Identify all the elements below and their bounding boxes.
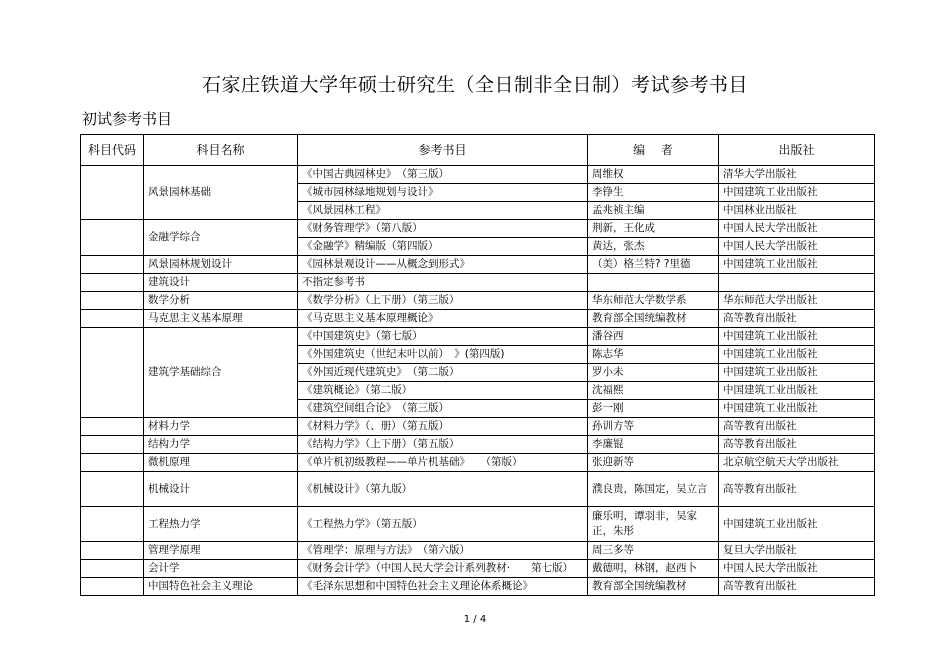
author-cell: 周维权 bbox=[588, 166, 719, 184]
book-title-cell: 《财务管理学》（第八版） bbox=[298, 220, 588, 238]
header-author: 编 者 bbox=[588, 135, 719, 166]
subject-code-cell bbox=[81, 436, 144, 454]
author-cell: 张迎新等 bbox=[588, 454, 719, 472]
author-cell: 李铮生 bbox=[588, 184, 719, 202]
table-row bbox=[81, 166, 875, 184]
subject-name-cell: 中国特色社会主义理论 bbox=[144, 578, 298, 596]
publisher-cell: 高等教育出版社 bbox=[719, 418, 875, 436]
header-subject-code: 科目代码 bbox=[81, 135, 144, 166]
publisher-cell: 复旦大学出版社 bbox=[719, 542, 875, 560]
table-row bbox=[81, 274, 875, 292]
table-row bbox=[81, 436, 875, 454]
subject-name-cell: 数学分析 bbox=[144, 292, 298, 310]
book-title-cell: 《材料力学》（、册）（第五版） bbox=[298, 418, 588, 436]
subject-name-cell: 管理学原理 bbox=[144, 542, 298, 560]
subject-code-cell bbox=[81, 220, 144, 256]
book-title-cell: 《单片机初级教程——单片机基础》 （第版） bbox=[298, 454, 588, 472]
publisher-cell: 中国建筑工业出版社 bbox=[719, 382, 875, 400]
book-title-cell: 《数学分析》（上下册）（第三版） bbox=[298, 292, 588, 310]
subject-code-cell bbox=[81, 166, 144, 220]
author-cell: 罗小未 bbox=[588, 364, 719, 382]
table-header-row bbox=[81, 135, 875, 166]
subject-name-cell: 建筑学基础综合 bbox=[144, 328, 298, 418]
book-title-cell: 《工程热力学》（第五版） bbox=[298, 507, 588, 542]
author-cell: 戴德明，林钢，赵西卜 bbox=[588, 560, 719, 578]
table-row bbox=[81, 454, 875, 472]
publisher-cell: 中国人民大学出版社 bbox=[719, 238, 875, 256]
author-cell: （美）格兰特? ?里德 bbox=[588, 256, 719, 274]
book-title-cell: 《管理学：原理与方法》 （第六版） bbox=[298, 542, 588, 560]
publisher-cell: 清华大学出版社 bbox=[719, 166, 875, 184]
subject-name-cell: 材料力学 bbox=[144, 418, 298, 436]
author-cell: 周三多等 bbox=[588, 542, 719, 560]
book-title-cell: 《毛泽东思想和中国特色社会主义理论体系概论》 bbox=[298, 578, 588, 596]
table-row bbox=[81, 578, 875, 596]
table-row bbox=[81, 507, 875, 542]
subject-code-cell bbox=[81, 454, 144, 472]
publisher-cell: 中国林业出版社 bbox=[719, 202, 875, 220]
book-title-cell: 《风景园林工程》 bbox=[298, 202, 588, 220]
subject-name-cell: 金融学综合 bbox=[144, 220, 298, 256]
subject-code-cell bbox=[81, 256, 144, 274]
book-title-cell: 《马克思主义基本原理概论》 bbox=[298, 310, 588, 328]
publisher-cell bbox=[719, 274, 875, 292]
book-title-cell: 《园林景观设计——从概念到形式》 bbox=[298, 256, 588, 274]
subject-code-cell bbox=[81, 578, 144, 596]
subject-name-cell: 会计学 bbox=[144, 560, 298, 578]
subject-code-cell bbox=[81, 542, 144, 560]
subject-name-cell: 建筑设计 bbox=[144, 274, 298, 292]
author-cell: 教育部全国统编教材 bbox=[588, 578, 719, 596]
table-row bbox=[81, 542, 875, 560]
book-title-cell: 《建筑概论》（第二版） bbox=[298, 382, 588, 400]
table-row bbox=[81, 418, 875, 436]
publisher-cell: 华东师范大学出版社 bbox=[719, 292, 875, 310]
publisher-cell: 中国建筑工业出版社 bbox=[719, 256, 875, 274]
publisher-cell: 中国人民大学出版社 bbox=[719, 220, 875, 238]
page-number: 1 / 4 bbox=[463, 614, 487, 625]
subject-code-cell bbox=[81, 292, 144, 310]
publisher-cell: 中国建筑工业出版社 bbox=[719, 507, 875, 542]
author-cell: 濮良贵，陈国定，吴立言 bbox=[588, 472, 719, 507]
table-body bbox=[81, 166, 875, 596]
publisher-cell: 中国人民大学出版社 bbox=[719, 560, 875, 578]
book-title-cell: 《中国古典园林史》 （第三版） bbox=[298, 166, 588, 184]
subject-code-cell bbox=[81, 310, 144, 328]
subject-name-cell: 工程热力学 bbox=[144, 507, 298, 542]
publisher-cell: 高等教育出版社 bbox=[719, 578, 875, 596]
book-title-cell: 《机械设计》（第九版） bbox=[298, 472, 588, 507]
subject-name-cell: 机械设计 bbox=[144, 472, 298, 507]
author-cell: 李廉锟 bbox=[588, 436, 719, 454]
header-publisher: 出版社 bbox=[719, 135, 875, 166]
publisher-cell: 中国建筑工业出版社 bbox=[719, 364, 875, 382]
publisher-cell: 北京航空航天大学出版社 bbox=[719, 454, 875, 472]
book-title-cell: 不指定参考书 bbox=[298, 274, 588, 292]
book-title-cell: 《外国近现代建筑史》 （第二版） bbox=[298, 364, 588, 382]
subject-code-cell bbox=[81, 472, 144, 507]
book-title-cell: 《金融学》精编版（第四版） bbox=[298, 238, 588, 256]
author-cell: 陈志华 bbox=[588, 346, 719, 364]
book-title-cell: 《结构力学》（上下册）（第五版） bbox=[298, 436, 588, 454]
table-row bbox=[81, 220, 875, 238]
book-title-cell: 《城市园林绿地规划与设计》 bbox=[298, 184, 588, 202]
publisher-cell: 中国建筑工业出版社 bbox=[719, 346, 875, 364]
author-cell: 荆新，王化成 bbox=[588, 220, 719, 238]
subject-name-cell: 马克思主义基本原理 bbox=[144, 310, 298, 328]
publisher-cell: 中国建筑工业出版社 bbox=[719, 328, 875, 346]
author-cell: 教育部全国统编教材 bbox=[588, 310, 719, 328]
table-row bbox=[81, 560, 875, 578]
table-row bbox=[81, 472, 875, 507]
section-subtitle: 初试参考书目 bbox=[82, 110, 173, 128]
publisher-cell: 高等教育出版社 bbox=[719, 472, 875, 507]
author-cell: 廉乐明，谭羽非，吴家正，朱彤 bbox=[588, 507, 719, 542]
page-title: 石家庄铁道大学年硕士研究生（全日制非全日制）考试参考书目 bbox=[201, 74, 748, 96]
subject-name-cell: 风景园林基础 bbox=[144, 166, 298, 220]
author-cell: 孙训方等 bbox=[588, 418, 719, 436]
author-cell: 孟兆祯主编 bbox=[588, 202, 719, 220]
subject-name-cell: 微机原理 bbox=[144, 454, 298, 472]
subject-name-cell: 风景园林规划设计 bbox=[144, 256, 298, 274]
author-cell bbox=[588, 274, 719, 292]
author-cell: 华东师范大学数学系 bbox=[588, 292, 719, 310]
subject-code-cell bbox=[81, 328, 144, 418]
reference-book-table bbox=[80, 134, 875, 596]
table-row bbox=[81, 310, 875, 328]
table-row bbox=[81, 256, 875, 274]
publisher-cell: 高等教育出版社 bbox=[719, 310, 875, 328]
publisher-cell: 高等教育出版社 bbox=[719, 436, 875, 454]
author-cell: 沈福熙 bbox=[588, 382, 719, 400]
subject-code-cell bbox=[81, 507, 144, 542]
book-title-cell: 《建筑空间组合论》 （第三版） bbox=[298, 400, 588, 418]
author-cell: 黄达，张杰 bbox=[588, 238, 719, 256]
table-row bbox=[81, 292, 875, 310]
book-title-cell: 《中国建筑史》（第七版） bbox=[298, 328, 588, 346]
author-cell: 彭一刚 bbox=[588, 400, 719, 418]
subject-code-cell bbox=[81, 274, 144, 292]
author-cell: 潘谷西 bbox=[588, 328, 719, 346]
header-subject-name: 科目名称 bbox=[144, 135, 298, 166]
table-row bbox=[81, 328, 875, 346]
book-title-cell: 《财务会计学》（中国人民大学会计系列教材· 第七版） bbox=[298, 560, 588, 578]
publisher-cell: 中国建筑工业出版社 bbox=[719, 400, 875, 418]
book-title-cell: 《外国建筑史（世纪末叶以前） 》(第四版) bbox=[298, 346, 588, 364]
publisher-cell: 中国建筑工业出版社 bbox=[719, 184, 875, 202]
subject-code-cell bbox=[81, 560, 144, 578]
header-reference-book: 参考书目 bbox=[298, 135, 588, 166]
subject-name-cell: 结构力学 bbox=[144, 436, 298, 454]
subject-code-cell bbox=[81, 418, 144, 436]
